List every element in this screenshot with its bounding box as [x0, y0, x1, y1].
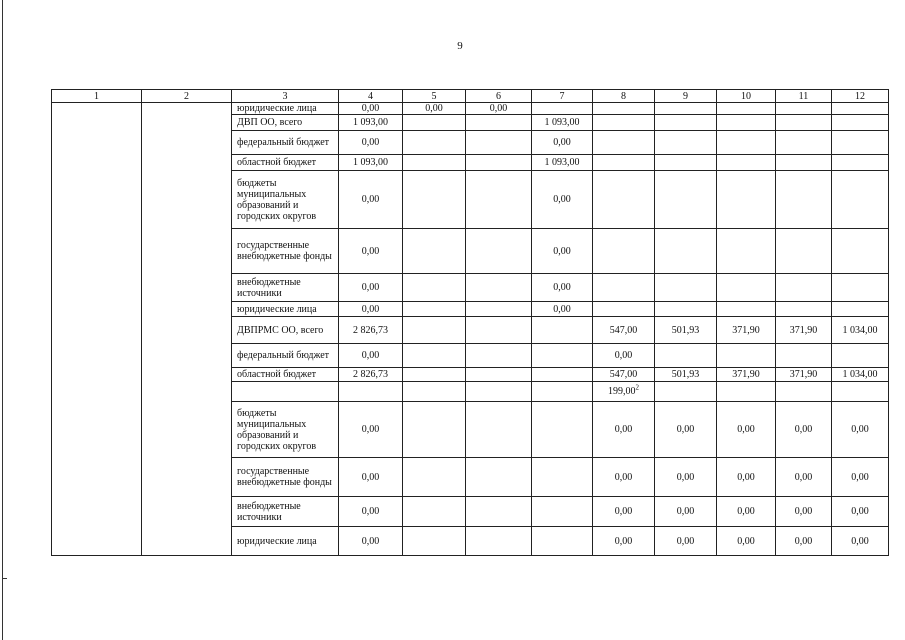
value-cell-6	[466, 171, 532, 229]
table-row	[52, 103, 889, 115]
value-cell-12	[832, 402, 889, 458]
row-label: федеральный бюджет	[232, 344, 339, 368]
value-cell-9	[655, 344, 717, 368]
value-cell-7	[532, 103, 593, 115]
value-cell-7	[532, 115, 593, 131]
value-cell-9	[655, 402, 717, 458]
value-cell-6	[466, 155, 532, 171]
value-cell-11	[776, 171, 832, 229]
value-cell-11	[776, 229, 832, 274]
value-cell-7	[532, 171, 593, 229]
cell-value: 0,00	[614, 471, 633, 483]
cell-value: 0,00	[614, 535, 633, 547]
value-cell-10	[717, 368, 776, 382]
value-cell-7	[532, 302, 593, 317]
value-cell-11	[776, 131, 832, 155]
value-cell-12	[832, 344, 889, 368]
value-cell-9	[655, 103, 717, 115]
cell-value: 0,00	[676, 424, 695, 435]
value-cell-10	[717, 155, 776, 171]
value-cell-12	[832, 458, 889, 497]
value-cell-10	[717, 497, 776, 527]
value-cell-7	[532, 497, 593, 527]
cell-value: 0,00	[361, 506, 380, 517]
cell-value: 371,90	[732, 324, 760, 336]
cell-value: 0,00	[489, 103, 508, 114]
value-cell-7	[532, 274, 593, 302]
value-cell-8	[593, 302, 655, 317]
value-cell-4	[339, 155, 403, 171]
cell-value: 199,00	[608, 386, 636, 397]
header-cell: 5	[403, 90, 466, 103]
value-cell-7	[532, 382, 593, 402]
cell-value: 0,00	[361, 194, 380, 205]
value-cell-7	[532, 344, 593, 368]
value-cell-8	[593, 317, 655, 344]
value-cell-12	[832, 527, 889, 556]
cell-value: 0,00	[676, 471, 695, 483]
value-cell-6	[466, 344, 532, 368]
value-cell-8	[593, 402, 655, 458]
row-label: государственные внебюджетные фонды	[232, 229, 339, 274]
value-cell-11	[776, 317, 832, 344]
value-cell-9	[655, 115, 717, 131]
cell-value: 0,00	[361, 103, 380, 114]
value-cell-5	[403, 497, 466, 527]
value-cell-5	[403, 344, 466, 368]
value-cell-10	[717, 344, 776, 368]
value-cell-4	[339, 229, 403, 274]
value-cell-8	[593, 344, 655, 368]
value-cell-5	[403, 171, 466, 229]
table-header-row	[52, 90, 889, 103]
budget-table	[51, 89, 889, 556]
value-cell-11	[776, 344, 832, 368]
value-cell-5	[403, 458, 466, 497]
value-cell-10	[717, 103, 776, 115]
value-cell-12	[832, 131, 889, 155]
row-label: юридические лица	[232, 103, 339, 115]
value-cell-8	[593, 171, 655, 229]
value-cell-6	[466, 382, 532, 402]
value-cell-10	[717, 131, 776, 155]
footnote-marker: 2	[635, 383, 639, 392]
value-cell-10	[717, 402, 776, 458]
cell-value: 1 093,00	[544, 157, 580, 168]
cell-value: 0,00	[614, 350, 633, 361]
cell-value: 0,00	[361, 137, 380, 148]
cell-value: 501,93	[671, 324, 700, 336]
value-cell-5	[403, 103, 466, 115]
cell-value: 0,00	[361, 282, 380, 293]
value-cell-10	[717, 229, 776, 274]
value-cell-10	[717, 274, 776, 302]
value-cell-5	[403, 131, 466, 155]
table-body	[52, 90, 889, 556]
cell-value: 0,00	[361, 350, 380, 361]
value-cell-6	[466, 274, 532, 302]
cell-value: 1 034,00	[842, 369, 878, 380]
cell-value: 0,00	[851, 424, 869, 435]
cell-value: 0,00	[553, 194, 571, 205]
value-cell-4	[339, 382, 403, 402]
cell-value: 501,93	[671, 369, 700, 380]
value-cell-10	[717, 171, 776, 229]
cell-value: 0,00	[553, 282, 571, 293]
value-cell-9	[655, 368, 717, 382]
value-cell-12	[832, 497, 889, 527]
value-cell-11	[776, 402, 832, 458]
value-cell-11	[776, 302, 832, 317]
col2-cell	[142, 103, 232, 556]
cell-value: 0,00	[361, 245, 380, 257]
value-cell-12	[832, 317, 889, 344]
cell-value: 1 034,00	[842, 324, 878, 336]
value-cell-10	[717, 317, 776, 344]
cell-value: 371,90	[789, 324, 818, 336]
value-cell-5	[403, 527, 466, 556]
value-cell-10	[717, 115, 776, 131]
row-label: государственные внебюджетные фонды	[232, 458, 339, 497]
value-cell-4	[339, 402, 403, 458]
value-cell-9	[655, 302, 717, 317]
value-cell-4	[339, 527, 403, 556]
cell-value: 0,00	[361, 424, 380, 435]
value-cell-6	[466, 302, 532, 317]
value-cell-5	[403, 402, 466, 458]
row-label	[232, 382, 339, 402]
row-label: областной бюджет	[232, 155, 339, 171]
value-cell-8	[593, 274, 655, 302]
value-cell-6	[466, 402, 532, 458]
page-margin-line	[2, 0, 3, 640]
row-label: юридические лица	[232, 527, 339, 556]
row-label: областной бюджет	[232, 368, 339, 382]
value-cell-8	[593, 368, 655, 382]
value-cell-9	[655, 382, 717, 402]
value-cell-6	[466, 317, 532, 344]
value-cell-5	[403, 317, 466, 344]
value-cell-4	[339, 317, 403, 344]
header-cell: 12	[832, 90, 889, 103]
value-cell-7	[532, 155, 593, 171]
cell-value: 0,00	[737, 424, 755, 435]
value-cell-6	[466, 527, 532, 556]
value-cell-9	[655, 131, 717, 155]
cell-value: 0,00	[553, 245, 571, 257]
value-cell-12	[832, 302, 889, 317]
cell-value: 0,00	[737, 535, 755, 547]
cell-value: 0,00	[851, 506, 869, 517]
value-cell-8	[593, 155, 655, 171]
value-cell-10	[717, 302, 776, 317]
value-cell-10	[717, 458, 776, 497]
cell-value: 0,00	[553, 137, 571, 148]
row-label: внебюджетные источники	[232, 274, 339, 302]
value-cell-8	[593, 382, 655, 402]
value-cell-9	[655, 497, 717, 527]
cell-value: 1 093,00	[353, 157, 388, 168]
value-cell-5	[403, 229, 466, 274]
page-margin-tick	[2, 578, 7, 579]
header-cell: 8	[593, 90, 655, 103]
cell-value: 0,00	[676, 506, 695, 517]
header-cell: 6	[466, 90, 532, 103]
value-cell-12	[832, 229, 889, 274]
value-cell-6	[466, 458, 532, 497]
value-cell-11	[776, 274, 832, 302]
value-cell-12	[832, 382, 889, 402]
cell-value: 0,00	[361, 471, 380, 483]
value-cell-9	[655, 458, 717, 497]
cell-value: 547,00	[609, 369, 638, 380]
cell-value: 0,00	[737, 506, 755, 517]
header-cell: 10	[717, 90, 776, 103]
cell-value: 0,00	[794, 424, 813, 435]
value-cell-11	[776, 382, 832, 402]
value-cell-7	[532, 317, 593, 344]
value-cell-8	[593, 131, 655, 155]
value-cell-12	[832, 368, 889, 382]
value-cell-12	[832, 274, 889, 302]
row-label: федеральный бюджет	[232, 131, 339, 155]
value-cell-11	[776, 497, 832, 527]
value-cell-5	[403, 302, 466, 317]
page-number: 9	[457, 40, 463, 52]
row-label: ДВП ОО, всего	[232, 115, 339, 131]
value-cell-7	[532, 458, 593, 497]
value-cell-11	[776, 368, 832, 382]
cell-value: 2 826,73	[353, 324, 388, 336]
cell-value: 0,00	[737, 471, 755, 483]
value-cell-9	[655, 317, 717, 344]
value-cell-6	[466, 103, 532, 115]
cell-value: 371,90	[732, 369, 760, 380]
cell-value: 1 093,00	[353, 117, 388, 128]
value-cell-7	[532, 368, 593, 382]
header-cell: 2	[142, 90, 232, 103]
value-cell-5	[403, 382, 466, 402]
value-cell-4	[339, 458, 403, 497]
value-cell-4	[339, 274, 403, 302]
cell-value: 0,00	[361, 535, 380, 547]
value-cell-4	[339, 131, 403, 155]
value-cell-7	[532, 527, 593, 556]
cell-value: 547,00	[609, 324, 638, 336]
value-cell-8	[593, 458, 655, 497]
value-cell-6	[466, 131, 532, 155]
value-cell-5	[403, 155, 466, 171]
value-cell-8	[593, 115, 655, 131]
cell-value: 0,00	[851, 471, 869, 483]
cell-value: 0,00	[794, 535, 813, 547]
header-cell: 9	[655, 90, 717, 103]
row-label: ДВПРМС ОО, всего	[232, 317, 339, 344]
row-label: бюджеты муниципальных образований и городских округов	[232, 171, 339, 229]
value-cell-5	[403, 274, 466, 302]
value-cell-6	[466, 229, 532, 274]
value-cell-7	[532, 229, 593, 274]
value-cell-11	[776, 458, 832, 497]
value-cell-6	[466, 368, 532, 382]
value-cell-4	[339, 103, 403, 115]
value-cell-12	[832, 171, 889, 229]
cell-value: 1 093,00	[544, 117, 580, 128]
cell-value: 0,00	[794, 471, 813, 483]
value-cell-4	[339, 171, 403, 229]
value-cell-5	[403, 115, 466, 131]
value-cell-6	[466, 115, 532, 131]
value-cell-4	[339, 115, 403, 131]
cell-value: 0,00	[553, 303, 571, 315]
header-cell: 7	[532, 90, 593, 103]
value-cell-10	[717, 527, 776, 556]
row-label: бюджеты муниципальных образований и городских округов	[232, 402, 339, 458]
value-cell-8	[593, 497, 655, 527]
value-cell-7	[532, 131, 593, 155]
cell-value: 371,90	[789, 369, 818, 380]
value-cell-11	[776, 115, 832, 131]
value-cell-4	[339, 368, 403, 382]
col1-cell	[52, 103, 142, 556]
cell-value: 2 826,73	[353, 369, 388, 380]
row-label: внебюджетные источники	[232, 497, 339, 527]
value-cell-4	[339, 497, 403, 527]
value-cell-11	[776, 155, 832, 171]
value-cell-4	[339, 344, 403, 368]
cell-value: 0,00	[614, 424, 633, 435]
cell-value: 0,00	[794, 506, 813, 517]
value-cell-9	[655, 527, 717, 556]
value-cell-8	[593, 229, 655, 274]
value-cell-7	[532, 402, 593, 458]
value-cell-8	[593, 103, 655, 115]
value-cell-9	[655, 274, 717, 302]
value-cell-8	[593, 527, 655, 556]
cell-value: 0,00	[614, 506, 633, 517]
header-cell: 1	[52, 90, 142, 103]
cell-value: 0,00	[361, 303, 380, 315]
cell-value: 0,00	[676, 535, 695, 547]
value-cell-11	[776, 527, 832, 556]
header-cell: 11	[776, 90, 832, 103]
row-label: юридические лица	[232, 302, 339, 317]
value-cell-9	[655, 171, 717, 229]
value-cell-4	[339, 302, 403, 317]
value-cell-11	[776, 103, 832, 115]
value-cell-5	[403, 368, 466, 382]
header-cell: 4	[339, 90, 403, 103]
value-cell-9	[655, 229, 717, 274]
header-cell: 3	[232, 90, 339, 103]
value-cell-12	[832, 103, 889, 115]
value-cell-10	[717, 382, 776, 402]
value-cell-9	[655, 155, 717, 171]
value-cell-6	[466, 497, 532, 527]
value-cell-12	[832, 155, 889, 171]
cell-value: 0,00	[425, 103, 443, 114]
cell-value: 0,00	[851, 535, 869, 547]
value-cell-12	[832, 115, 889, 131]
